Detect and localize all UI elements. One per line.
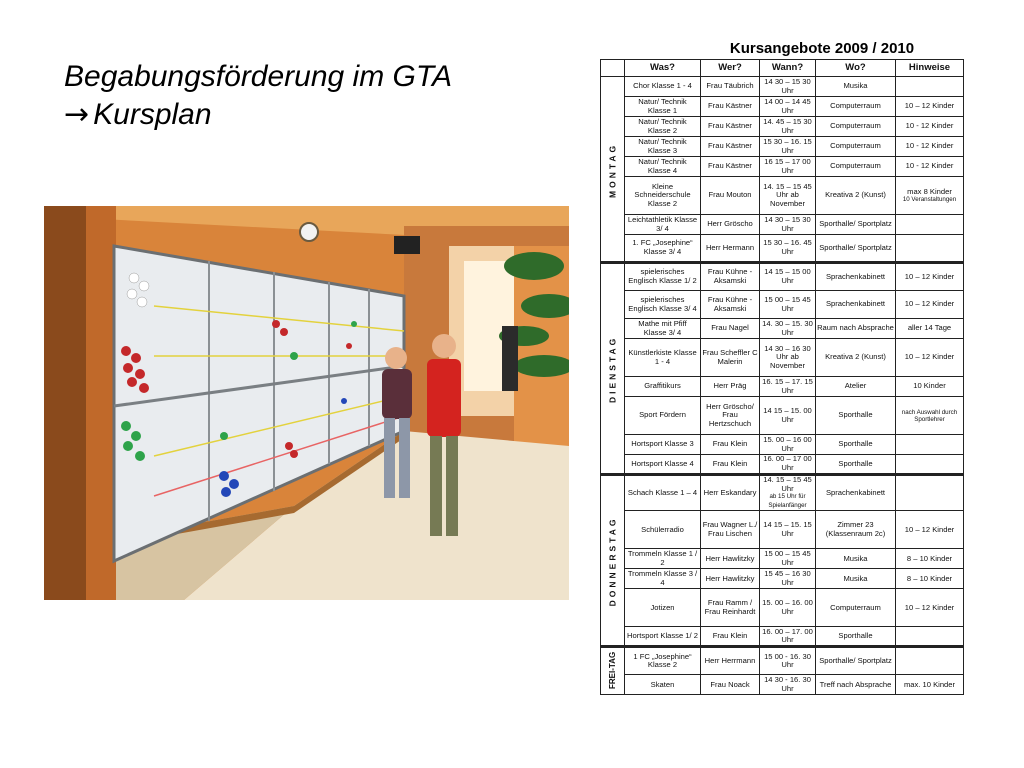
cell-wann-text: 15 30 – 16. 15 Uhr <box>763 136 812 155</box>
cell-hinweise-text: 10 – 12 Kinder <box>904 271 955 281</box>
hallway-photo <box>44 206 569 600</box>
cell-wann-text: 14 30 – 15 30 Uhr <box>764 76 811 95</box>
cell-hinweise <box>896 589 964 627</box>
cell-wo: Musika <box>816 569 896 589</box>
schedule-row <box>601 569 964 589</box>
cell-hinweise <box>896 397 964 435</box>
header-was: Was? <box>625 60 701 77</box>
cell-hinweise <box>896 435 964 455</box>
cell-hinweise <box>896 235 964 263</box>
schedule-row <box>601 137 964 157</box>
arrow-right-icon: → <box>64 97 90 132</box>
cell-wo: Kreativa 2 (Kunst) <box>816 339 896 377</box>
cell-was: Hortsport Klasse 3 <box>625 435 701 455</box>
slide-title <box>64 58 452 134</box>
cell-wann <box>760 291 816 319</box>
schedule-row <box>601 511 964 549</box>
cell-wer: Frau Klein <box>701 455 760 475</box>
schedule-row <box>601 263 964 291</box>
cell-wo: Sporthalle <box>816 627 896 647</box>
cell-hinweise-text: max 8 Kinder <box>907 186 952 196</box>
cell-wer: Frau Kästner <box>701 117 760 137</box>
cell-wann <box>760 263 816 291</box>
cell-wann <box>760 675 816 695</box>
cell-was: Skaten <box>625 675 701 695</box>
cell-wo: Sporthalle <box>816 455 896 475</box>
cell-was: Leichtathletik Klasse 3/ 4 <box>625 215 701 235</box>
cell-wer: Frau Mouton <box>701 177 760 215</box>
cell-was: Trommeln Klasse 3 / 4 <box>625 569 701 589</box>
cell-hinweise-text: 10 Kinder <box>913 381 946 391</box>
cell-wo: Computerraum <box>816 157 896 177</box>
cell-wer: Frau Scheffler C Malerin <box>701 339 760 377</box>
cell-wo: Zimmer 23 (Klassenraum 2c) <box>816 511 896 549</box>
cell-wann <box>760 157 816 177</box>
cell-hinweise-text: aller 14 Tage <box>907 323 952 333</box>
cell-wann <box>760 397 816 435</box>
header-wer: Wer? <box>701 60 760 77</box>
cell-wann-text: 14. 15 – 15 45 Uhr ab November <box>763 181 812 208</box>
cell-hinweise-text: 10 – 12 Kinder <box>904 299 955 309</box>
cell-wann <box>760 77 816 97</box>
schedule-header-row <box>601 60 964 77</box>
cell-was: Schülerradio <box>625 511 701 549</box>
cell-wo: Sprachenkabinett <box>816 291 896 319</box>
cell-wann-text: 15 00 - 16. 30 Uhr <box>764 651 811 670</box>
cell-was: Natur/ Technik Klasse 2 <box>625 117 701 137</box>
cell-wann <box>760 377 816 397</box>
cell-hinweise <box>896 455 964 475</box>
course-schedule <box>600 40 964 695</box>
schedule-row <box>601 157 964 177</box>
cell-was: Mathe mit Pfiff Klasse 3/ 4 <box>625 319 701 339</box>
cell-hinweise <box>896 291 964 319</box>
cell-wer: Frau Kühne -Aksamski <box>701 263 760 291</box>
schedule-row <box>601 215 964 235</box>
cell-hinweise <box>896 339 964 377</box>
schedule-row <box>601 589 964 627</box>
cell-wann-text: 16. 15 – 17. 15 Uhr <box>762 376 813 395</box>
day-label: MONTAG <box>601 77 625 263</box>
cell-wo: Computerraum <box>816 589 896 627</box>
cell-was: Graffitikurs <box>625 377 701 397</box>
schedule-row <box>601 97 964 117</box>
cell-hinweise-text: 10 – 12 Kinder <box>904 101 955 111</box>
cell-hinweise <box>896 377 964 397</box>
cell-wo: Computerraum <box>816 97 896 117</box>
cell-wo: Kreativa 2 (Kunst) <box>816 177 896 215</box>
cell-was: Natur/ Technik Klasse 1 <box>625 97 701 117</box>
cell-wann <box>760 339 816 377</box>
cell-was: Sport Fördern <box>625 397 701 435</box>
cell-was: spielerisches Englisch Klasse 3/ 4 <box>625 291 701 319</box>
cell-hinweise <box>896 117 964 137</box>
cell-wer: Frau Noack <box>701 675 760 695</box>
cell-wann-text: 15 45 – 16 30 Uhr <box>764 569 811 587</box>
schedule-row <box>601 549 964 569</box>
cell-hinweise-text: 8 – 10 Kinder <box>906 573 953 583</box>
cell-wer: Frau Ramm / Frau Reinhardt <box>701 589 760 627</box>
cell-wann <box>760 177 816 215</box>
cell-wann <box>760 511 816 549</box>
cell-wo: Treff nach Absprache <box>816 675 896 695</box>
cell-wo: Computerraum <box>816 117 896 137</box>
cell-was: 1 FC „Josephine“ Klasse 2 <box>625 647 701 675</box>
schedule-row <box>601 291 964 319</box>
cell-wann-text: 16 15 – 17 00 Uhr <box>764 156 811 175</box>
cell-wer: Frau Klein <box>701 435 760 455</box>
cell-wann-text: 15 00 – 15 45 Uhr <box>764 549 811 567</box>
cell-wann-text: 14. 15 – 15 45 Uhr <box>763 475 812 493</box>
header-wo: Wo? <box>816 60 896 77</box>
cell-wo: Musika <box>816 77 896 97</box>
cell-hinweise-text: 8 – 10 Kinder <box>906 553 953 563</box>
cell-hinweise-text: 10 - 12 Kinder <box>905 161 954 171</box>
cell-was: spielerisches Englisch Klasse 1/ 2 <box>625 263 701 291</box>
title-line-2 <box>64 96 452 134</box>
cell-wo: Raum nach Absprache <box>816 319 896 339</box>
cell-wann-text: 14 30 - 16. 30 Uhr <box>764 675 811 693</box>
cell-wer: Herr Eskandary <box>701 475 760 511</box>
day-label: DIENSTAG <box>601 263 625 475</box>
cell-wo: Sprachenkabinett <box>816 475 896 511</box>
header-wann: Wann? <box>760 60 816 77</box>
cell-wann <box>760 627 816 647</box>
cell-wann-text: 14. 45 – 15 30 Uhr <box>763 116 812 135</box>
cell-was: Hortsport Klasse 1/ 2 <box>625 627 701 647</box>
cell-was: Natur/ Technik Klasse 3 <box>625 137 701 157</box>
cell-wer: Frau Klein <box>701 627 760 647</box>
cell-wann-text: 14 30 – 15 30 Uhr <box>764 214 811 233</box>
cell-wo: Sporthalle <box>816 435 896 455</box>
schedule-row <box>601 339 964 377</box>
header-hinweise: Hinweise <box>896 60 964 77</box>
cell-wann-text: 14. 30 – 15. 30 Uhr <box>762 318 813 337</box>
cell-wann-text: 14 00 – 14 45 Uhr <box>764 96 811 115</box>
cell-wer: Frau Kästner <box>701 137 760 157</box>
cell-wann <box>760 475 816 511</box>
cell-hinweise-note: 10 Veranstaltungen <box>902 196 957 204</box>
hallway-photo-illustration <box>44 206 569 600</box>
cell-hinweise <box>896 263 964 291</box>
cell-wann <box>760 435 816 455</box>
title-subtitle: Kursplan <box>93 98 212 131</box>
title-line-1: Begabungsförderung im GTA <box>64 60 452 93</box>
cell-wann-text: 15. 00 – 16. 00 Uhr <box>762 598 813 616</box>
cell-wann-text: 14 30 – 16 30 Uhr ab November <box>764 343 811 370</box>
cell-hinweise-text: 10 - 12 Kinder <box>905 141 954 151</box>
cell-hinweise <box>896 627 964 647</box>
schedule-row <box>601 455 964 475</box>
cell-wann <box>760 319 816 339</box>
cell-wo: Sporthalle <box>816 397 896 435</box>
cell-wann-text: 14 15 – 15 00 Uhr <box>764 267 811 285</box>
cell-hinweise <box>896 157 964 177</box>
cell-wann <box>760 235 816 263</box>
schedule-row <box>601 319 964 339</box>
schedule-row <box>601 435 964 455</box>
cell-hinweise <box>896 97 964 117</box>
schedule-table <box>600 59 964 695</box>
cell-wann <box>760 455 816 475</box>
cell-wo: Sporthalle/ Sportplatz <box>816 235 896 263</box>
schedule-row <box>601 397 964 435</box>
cell-hinweise <box>896 675 964 695</box>
cell-wer: Herr Hawlitzky <box>701 549 760 569</box>
cell-hinweise-text: 10 – 12 Kinder <box>904 524 955 534</box>
cell-hinweise <box>896 319 964 339</box>
schedule-title: Kursangebote 2009 / 2010 <box>729 40 915 57</box>
cell-wann <box>760 589 816 627</box>
cell-wann-text: 16. 00 – 17 00 Uhr <box>763 454 812 472</box>
schedule-row <box>601 117 964 137</box>
cell-wo: Musika <box>816 549 896 569</box>
cell-wann <box>760 137 816 157</box>
cell-wo: Atelier <box>816 377 896 397</box>
cell-was: Trommeln Klasse 1 / 2 <box>625 549 701 569</box>
cell-wer: Frau Kästner <box>701 157 760 177</box>
header-day <box>601 60 625 77</box>
cell-hinweise-text: max. 10 Kinder <box>903 679 956 689</box>
cell-wer: Herr Hermann <box>701 235 760 263</box>
cell-wer: Frau Nagel <box>701 319 760 339</box>
cell-hinweise-text: 10 – 12 Kinder <box>904 602 955 612</box>
cell-wer: Frau Täubrich <box>701 77 760 97</box>
cell-wann-text: 16. 00 – 17. 00 Uhr <box>762 626 813 645</box>
schedule-row <box>601 177 964 215</box>
cell-wann-text: 15. 00 – 16 00 Uhr <box>763 434 812 453</box>
cell-hinweise <box>896 647 964 675</box>
cell-hinweise <box>896 177 964 215</box>
cell-wo: Computerraum <box>816 137 896 157</box>
cell-wer: Herr Herrmann <box>701 647 760 675</box>
cell-was: Künstlerkiste Klasse 1 - 4 <box>625 339 701 377</box>
schedule-row <box>601 377 964 397</box>
cell-was: Hortsport Klasse 4 <box>625 455 701 475</box>
cell-wer: Frau Wagner L./ Frau Lischen <box>701 511 760 549</box>
day-label: FREI-TAG <box>601 647 625 695</box>
cell-hinweise <box>896 511 964 549</box>
cell-hinweise-text: 10 – 12 Kinder <box>904 352 955 362</box>
cell-wann-note: ab 15 Uhr für Spielanfänger <box>768 493 807 509</box>
cell-wer: Herr Hawlitzky <box>701 569 760 589</box>
cell-hinweise-note: nach Auswahl durch Sportlehrer <box>901 408 958 423</box>
cell-was: Jotizen <box>625 589 701 627</box>
cell-wann <box>760 117 816 137</box>
cell-wann-text: 15 30 – 16. 45 Uhr <box>763 238 812 256</box>
schedule-row <box>601 647 964 675</box>
cell-wann-text: 14 15 – 15. 00 Uhr <box>763 405 812 424</box>
cell-was: Natur/ Technik Klasse 4 <box>625 157 701 177</box>
schedule-row <box>601 235 964 263</box>
cell-wann-text: 15 00 – 15 45 Uhr <box>764 294 811 313</box>
cell-wo: Sporthalle/ Sportplatz <box>816 647 896 675</box>
cell-wer: Herr Präg <box>701 377 760 397</box>
cell-hinweise <box>896 77 964 97</box>
cell-was: Schach Klasse 1 – 4 <box>625 475 701 511</box>
cell-hinweise <box>896 569 964 589</box>
cell-hinweise <box>896 215 964 235</box>
schedule-body <box>601 77 964 695</box>
cell-wann-text: 14 15 – 15. 15 Uhr <box>763 520 812 538</box>
cell-wer: Herr Gröscho/ Frau Hertzschuch <box>701 397 760 435</box>
cell-wann <box>760 97 816 117</box>
day-label: DONNERSTAG <box>601 475 625 647</box>
cell-hinweise-text: 10 - 12 Kinder <box>905 121 954 131</box>
schedule-row <box>601 77 964 97</box>
cell-wann <box>760 215 816 235</box>
cell-was: Chor Klasse 1 - 4 <box>625 77 701 97</box>
cell-hinweise <box>896 475 964 511</box>
cell-wer: Herr Gröscho <box>701 215 760 235</box>
cell-wer: Frau Kästner <box>701 97 760 117</box>
cell-hinweise <box>896 137 964 157</box>
cell-was: 1. FC „Josephine“ Klasse 3/ 4 <box>625 235 701 263</box>
schedule-row <box>601 675 964 695</box>
schedule-row <box>601 475 964 511</box>
cell-wann <box>760 549 816 569</box>
cell-hinweise <box>896 549 964 569</box>
cell-wo: Sporthalle/ Sportplatz <box>816 215 896 235</box>
cell-was: Kleine Schneiderschule Klasse 2 <box>625 177 701 215</box>
cell-wo: Sprachenkabinett <box>816 263 896 291</box>
cell-wer: Frau Kühne -Aksamski <box>701 291 760 319</box>
cell-wann <box>760 647 816 675</box>
schedule-row <box>601 627 964 647</box>
cell-wann <box>760 569 816 589</box>
